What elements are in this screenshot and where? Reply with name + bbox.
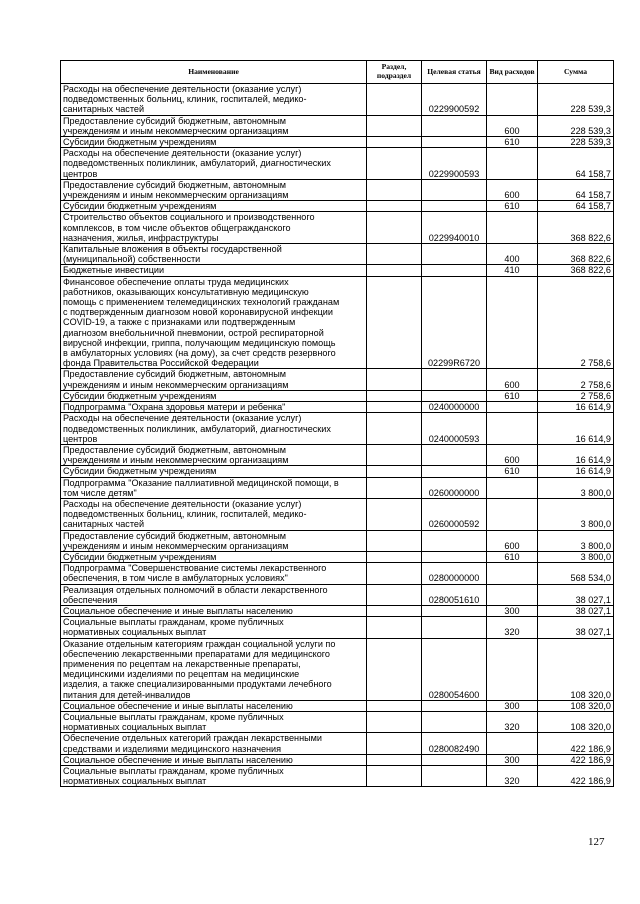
row-section <box>367 413 422 445</box>
table-row <box>61 369 614 390</box>
row-amount: 108 320,0 <box>538 711 614 732</box>
table-row <box>61 84 614 116</box>
row-name: Субсидии бюджетным учреждениям <box>61 201 367 212</box>
row-section <box>367 276 422 369</box>
row-name: Строительство объектов социального и производственного комплексов, в том числе объектов общегражданского назначения, жилья, инфраструктуры <box>61 212 367 244</box>
row-expense-type: 400 <box>487 244 538 265</box>
row-name: Подпрограмма "Охрана здоровья матери и ребенка" <box>61 402 367 413</box>
row-name: Реализация отдельных полномочий в области лекарственного обеспечения <box>61 584 367 605</box>
row-expense-type: 610 <box>487 466 538 477</box>
row-section <box>367 551 422 562</box>
row-section <box>367 605 422 616</box>
row-expense-type: 300 <box>487 605 538 616</box>
header-amount: Сумма <box>538 61 614 84</box>
table-row <box>61 605 614 616</box>
row-name: Подпрограмма "Оказание паллиативной медицинской помощи, в том числе детям" <box>61 477 367 498</box>
header-expense-type: Вид расходов <box>487 61 538 84</box>
table-row <box>61 498 614 530</box>
row-target <box>422 179 487 200</box>
header-target: Целевая статья <box>422 61 487 84</box>
row-expense-type: 600 <box>487 444 538 465</box>
row-name: Расходы на обеспечение деятельности (оказание услуг) подведомственных больниц, клиник, госпиталей, медико- санитарных частей <box>61 84 367 116</box>
table-row <box>61 551 614 562</box>
row-amount: 64 158,7 <box>538 148 614 180</box>
row-target: 0229900592 <box>422 84 487 116</box>
row-expense-type <box>487 638 538 700</box>
row-section <box>367 584 422 605</box>
row-name: Подпрограмма "Совершенствование системы лекарственного обеспечения, в том числе в амбулаторных условиях" <box>61 563 367 584</box>
table-row <box>61 201 614 212</box>
row-expense-type <box>487 477 538 498</box>
table-row <box>61 700 614 711</box>
table-row <box>61 148 614 180</box>
table-row <box>61 115 614 136</box>
table-body <box>61 84 614 787</box>
row-target <box>422 265 487 276</box>
row-target <box>422 369 487 390</box>
row-expense-type <box>487 498 538 530</box>
row-name: Субсидии бюджетным учреждениям <box>61 390 367 401</box>
row-section <box>367 477 422 498</box>
table-row <box>61 265 614 276</box>
row-section <box>367 402 422 413</box>
row-section <box>367 498 422 530</box>
row-target: 0280051610 <box>422 584 487 605</box>
row-section <box>367 212 422 244</box>
table-row <box>61 638 614 700</box>
row-amount: 3 800,0 <box>538 498 614 530</box>
row-name: Предоставление субсидий бюджетным, автономным учреждениям и иным некоммерческим организациям <box>61 115 367 136</box>
row-target: 0240000593 <box>422 413 487 445</box>
row-name: Социальное обеспечение и иные выплаты населению <box>61 754 367 765</box>
row-section <box>367 617 422 638</box>
row-amount: 228 539,3 <box>538 84 614 116</box>
table-row <box>61 563 614 584</box>
row-expense-type <box>487 413 538 445</box>
row-expense-type <box>487 276 538 369</box>
table-row <box>61 711 614 732</box>
row-target: 0280082490 <box>422 733 487 754</box>
row-section <box>367 563 422 584</box>
row-section <box>367 711 422 732</box>
row-target <box>422 137 487 148</box>
row-section <box>367 733 422 754</box>
row-amount: 38 027,1 <box>538 617 614 638</box>
row-section <box>367 179 422 200</box>
table-header-row <box>61 61 614 84</box>
row-target <box>422 244 487 265</box>
row-amount: 2 758,6 <box>538 276 614 369</box>
row-amount: 64 158,7 <box>538 179 614 200</box>
row-target <box>422 390 487 401</box>
row-amount: 108 320,0 <box>538 700 614 711</box>
row-name: Оказание отдельным категориям граждан социальной услуги по обеспечению лекарственными препаратами для медицинского применения по рецептам на лекарственные препараты, медицинскими изделиями по рецептам на медицинские изделия, а также специализированными продуктами лечебного питания для детей-инвалидов <box>61 638 367 700</box>
row-name: Социальные выплаты гражданам, кроме публичных нормативных социальных выплат <box>61 711 367 732</box>
row-expense-type: 610 <box>487 201 538 212</box>
row-amount: 2 758,6 <box>538 390 614 401</box>
row-amount: 422 186,9 <box>538 733 614 754</box>
row-section <box>367 201 422 212</box>
row-section <box>367 444 422 465</box>
row-expense-type: 320 <box>487 617 538 638</box>
row-amount: 3 800,0 <box>538 551 614 562</box>
row-amount: 38 027,1 <box>538 584 614 605</box>
row-expense-type <box>487 148 538 180</box>
table-row <box>61 766 614 787</box>
row-name: Капитальные вложения в объекты государственной (муниципальной) собственности <box>61 244 367 265</box>
row-target: 0229900593 <box>422 148 487 180</box>
row-expense-type <box>487 733 538 754</box>
header-name: Наименование <box>61 61 367 84</box>
row-expense-type: 410 <box>487 265 538 276</box>
row-name: Предоставление субсидий бюджетным, автономным учреждениям и иным некоммерческим организациям <box>61 369 367 390</box>
row-amount: 368 822,6 <box>538 244 614 265</box>
row-target <box>422 201 487 212</box>
row-amount: 568 534,0 <box>538 563 614 584</box>
row-expense-type: 600 <box>487 530 538 551</box>
row-amount: 16 614,9 <box>538 402 614 413</box>
row-target <box>422 754 487 765</box>
row-expense-type <box>487 402 538 413</box>
table-row <box>61 212 614 244</box>
row-target <box>422 551 487 562</box>
row-amount: 228 539,3 <box>538 115 614 136</box>
row-amount: 368 822,6 <box>538 265 614 276</box>
table-row <box>61 390 614 401</box>
row-amount: 64 158,7 <box>538 201 614 212</box>
table-row <box>61 617 614 638</box>
row-section <box>367 148 422 180</box>
row-name: Обеспечение отдельных категорий граждан лекарственными средствами и изделиями медицинского назначения <box>61 733 367 754</box>
row-expense-type <box>487 84 538 116</box>
row-amount: 3 800,0 <box>538 477 614 498</box>
row-section <box>367 766 422 787</box>
row-section <box>367 137 422 148</box>
row-expense-type: 610 <box>487 390 538 401</box>
row-amount: 38 027,1 <box>538 605 614 616</box>
row-amount: 16 614,9 <box>538 444 614 465</box>
row-expense-type: 600 <box>487 115 538 136</box>
row-target <box>422 605 487 616</box>
row-expense-type: 600 <box>487 369 538 390</box>
row-name: Предоставление субсидий бюджетным, автономным учреждениям и иным некоммерческим организациям <box>61 530 367 551</box>
table-row <box>61 276 614 369</box>
row-section <box>367 244 422 265</box>
row-amount: 2 758,6 <box>538 369 614 390</box>
row-name: Бюджетные инвестиции <box>61 265 367 276</box>
budget-table <box>60 60 614 787</box>
row-name: Социальные выплаты гражданам, кроме публичных нормативных социальных выплат <box>61 617 367 638</box>
row-section <box>367 638 422 700</box>
row-target <box>422 766 487 787</box>
row-target <box>422 530 487 551</box>
row-target <box>422 466 487 477</box>
row-name: Социальное обеспечение и иные выплаты населению <box>61 700 367 711</box>
row-name: Социальное обеспечение и иные выплаты населению <box>61 605 367 616</box>
row-target: 0280000000 <box>422 563 487 584</box>
row-name: Субсидии бюджетным учреждениям <box>61 137 367 148</box>
row-expense-type: 300 <box>487 754 538 765</box>
row-target: 0240000000 <box>422 402 487 413</box>
table-row <box>61 754 614 765</box>
page-number: 127 <box>588 836 605 848</box>
row-name: Субсидии бюджетным учреждениям <box>61 551 367 562</box>
table-row <box>61 413 614 445</box>
table-row <box>61 402 614 413</box>
row-name: Расходы на обеспечение деятельности (оказание услуг) подведомственных поликлиник, амбулаторий, диагностических центров <box>61 148 367 180</box>
row-name: Субсидии бюджетным учреждениям <box>61 466 367 477</box>
row-amount: 368 822,6 <box>538 212 614 244</box>
row-amount: 3 800,0 <box>538 530 614 551</box>
row-target: 02299R6720 <box>422 276 487 369</box>
row-target: 0229940010 <box>422 212 487 244</box>
row-target: 0260000592 <box>422 498 487 530</box>
document-page <box>60 60 613 787</box>
row-expense-type: 600 <box>487 179 538 200</box>
row-name: Социальные выплаты гражданам, кроме публичных нормативных социальных выплат <box>61 766 367 787</box>
row-amount: 422 186,9 <box>538 754 614 765</box>
row-expense-type: 610 <box>487 551 538 562</box>
row-section <box>367 115 422 136</box>
row-section <box>367 754 422 765</box>
row-expense-type <box>487 212 538 244</box>
row-name: Финансовое обеспечение оплаты труда медицинских работников, оказывающих консультативную медицинскую помощь с применением телемедицинских технологий гражданам с подтвержденным диагнозом новой коронавирусной инфекции COVID-19, а также с признаками или подтвержденным диагнозом внебольничной пневмонии, острой респираторной вирусной инфекции, гриппа, получающим медицинскую помощь в амбулаторных условиях (на дому), за счет средств резервного фонда Правительства Российской Федерации <box>61 276 367 369</box>
row-target <box>422 617 487 638</box>
table-row <box>61 444 614 465</box>
table-row <box>61 733 614 754</box>
row-section <box>367 700 422 711</box>
table-row <box>61 244 614 265</box>
row-target <box>422 115 487 136</box>
header-section: Раздел, подраздел <box>367 61 422 84</box>
row-expense-type <box>487 584 538 605</box>
row-expense-type: 300 <box>487 700 538 711</box>
row-amount: 16 614,9 <box>538 413 614 445</box>
row-section <box>367 530 422 551</box>
row-amount: 228 539,3 <box>538 137 614 148</box>
row-name: Предоставление субсидий бюджетным, автономным учреждениям и иным некоммерческим организациям <box>61 444 367 465</box>
row-target: 0260000000 <box>422 477 487 498</box>
row-name: Расходы на обеспечение деятельности (оказание услуг) подведомственных поликлиник, амбулаторий, диагностических центров <box>61 413 367 445</box>
row-section <box>367 84 422 116</box>
row-section <box>367 390 422 401</box>
row-name: Предоставление субсидий бюджетным, автономным учреждениям и иным некоммерческим организациям <box>61 179 367 200</box>
row-expense-type: 320 <box>487 711 538 732</box>
row-target <box>422 711 487 732</box>
row-section <box>367 466 422 477</box>
row-target <box>422 700 487 711</box>
row-amount: 108 320,0 <box>538 638 614 700</box>
table-row <box>61 584 614 605</box>
row-expense-type: 610 <box>487 137 538 148</box>
table-row <box>61 530 614 551</box>
row-section <box>367 265 422 276</box>
table-row <box>61 477 614 498</box>
row-expense-type: 320 <box>487 766 538 787</box>
row-section <box>367 369 422 390</box>
table-row <box>61 466 614 477</box>
table-row <box>61 137 614 148</box>
row-amount: 422 186,9 <box>538 766 614 787</box>
row-target: 0280054600 <box>422 638 487 700</box>
row-amount: 16 614,9 <box>538 466 614 477</box>
row-target <box>422 444 487 465</box>
row-expense-type <box>487 563 538 584</box>
table-row <box>61 179 614 200</box>
row-name: Расходы на обеспечение деятельности (оказание услуг) подведомственных больниц, клиник, госпиталей, медико- санитарных частей <box>61 498 367 530</box>
